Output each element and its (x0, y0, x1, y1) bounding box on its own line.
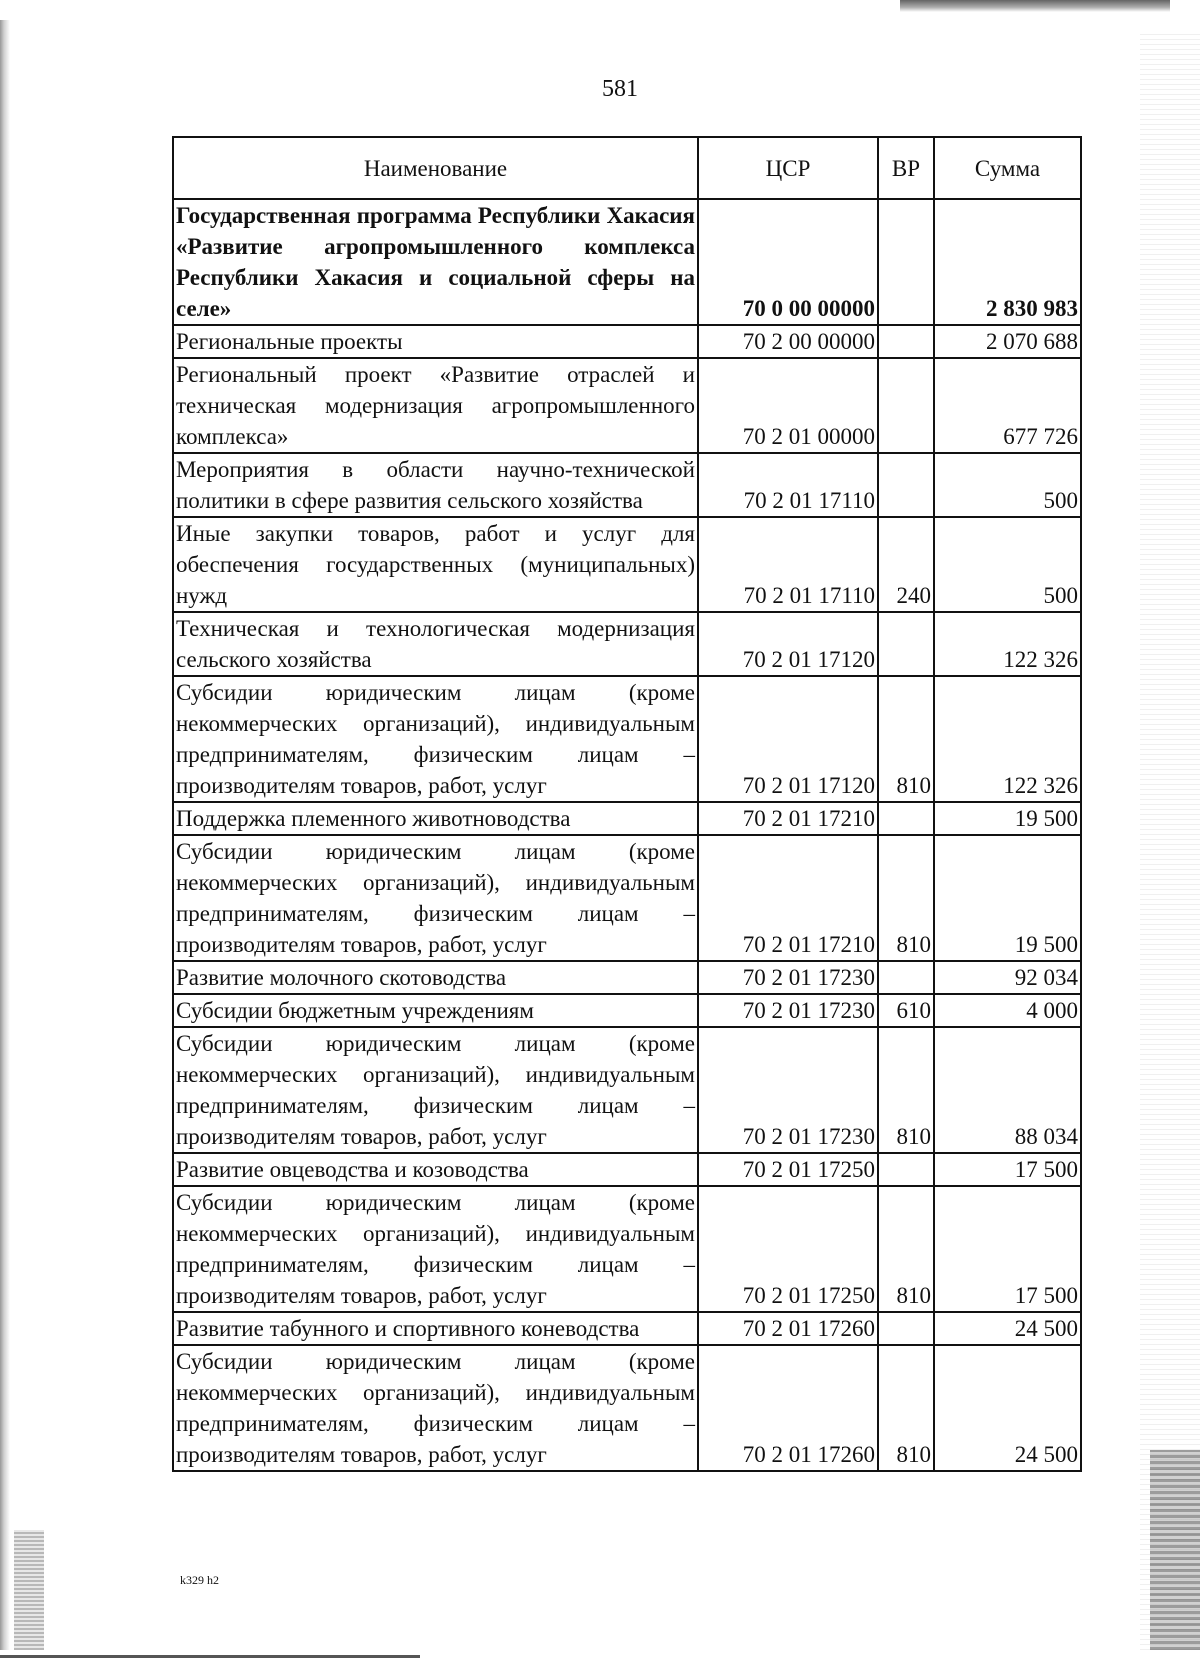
cell-name: Государственная программа Республики Хакасия «Развитие агропромышленного комплекса Республики Хакасия и социальной сферы на селе» (173, 199, 698, 325)
cell-sum: 24 500 (934, 1312, 1081, 1345)
cell-vr: 810 (878, 676, 934, 802)
cell-vr: 610 (878, 994, 934, 1027)
cell-sum: 677 726 (934, 358, 1081, 453)
cell-name: Региональный проект «Развитие отраслей и техническая модернизация агропромышленного комплекса» (173, 358, 698, 453)
cell-name: Техническая и технологическая модернизация сельского хозяйства (173, 612, 698, 676)
scan-edge-left (0, 20, 10, 1650)
table-row (173, 994, 1081, 1027)
cell-sum: 24 500 (934, 1345, 1081, 1471)
cell-sum: 17 500 (934, 1186, 1081, 1312)
cell-name: Субсидии юридическим лицам (кроме некоммерческих организаций), индивидуальным предпринимателям, физическим лицам – производителям товаров, работ, услуг (173, 676, 698, 802)
table-row (173, 199, 1081, 325)
table-body (173, 199, 1081, 1471)
table-row (173, 961, 1081, 994)
cell-csr: 70 2 01 17260 (698, 1312, 878, 1345)
cell-vr (878, 961, 934, 994)
cell-name: Развитие молочного скотоводства (173, 961, 698, 994)
cell-csr: 70 2 01 17210 (698, 835, 878, 961)
scan-edge-bottom (0, 1655, 420, 1658)
cell-sum: 500 (934, 453, 1081, 517)
header-vr: ВР (878, 137, 934, 199)
cell-csr: 70 2 01 17250 (698, 1153, 878, 1186)
scan-edge-top (900, 0, 1170, 12)
cell-csr: 70 2 01 17250 (698, 1186, 878, 1312)
cell-csr: 70 2 01 17120 (698, 612, 878, 676)
cell-sum: 19 500 (934, 835, 1081, 961)
cell-name: Иные закупки товаров, работ и услуг для обеспечения государственных (муниципальных) нужд (173, 517, 698, 612)
table-row (173, 1027, 1081, 1153)
cell-name: Мероприятия в области научно-технической политики в сфере развития сельского хозяйства (173, 453, 698, 517)
header-sum: Сумма (934, 137, 1081, 199)
cell-sum: 122 326 (934, 676, 1081, 802)
cell-sum: 88 034 (934, 1027, 1081, 1153)
cell-name: Развитие табунного и спортивного коневодства (173, 1312, 698, 1345)
cell-name: Поддержка племенного животноводства (173, 802, 698, 835)
cell-sum: 17 500 (934, 1153, 1081, 1186)
cell-sum: 2 070 688 (934, 325, 1081, 358)
table-row (173, 358, 1081, 453)
cell-sum: 92 034 (934, 961, 1081, 994)
cell-vr (878, 453, 934, 517)
cell-csr: 70 2 01 17120 (698, 676, 878, 802)
table-row (173, 1186, 1081, 1312)
header-csr: ЦСР (698, 137, 878, 199)
scan-noise-right-bottom (1150, 1450, 1200, 1650)
table-row (173, 676, 1081, 802)
scan-noise-left (14, 1530, 44, 1650)
page-number: 581 (602, 76, 638, 102)
cell-name: Субсидии юридическим лицам (кроме некоммерческих организаций), индивидуальным предпринимателям, физическим лицам – производителям товаров, работ, услуг (173, 1186, 698, 1312)
cell-csr: 70 2 01 00000 (698, 358, 878, 453)
cell-vr (878, 325, 934, 358)
header-name: Наименование (173, 137, 698, 199)
table-row (173, 1345, 1081, 1471)
cell-vr: 810 (878, 1027, 934, 1153)
cell-sum: 122 326 (934, 612, 1081, 676)
cell-csr: 70 2 00 00000 (698, 325, 878, 358)
table-row (173, 835, 1081, 961)
cell-vr: 240 (878, 517, 934, 612)
table-row (173, 1153, 1081, 1186)
cell-vr: 810 (878, 835, 934, 961)
table-row (173, 1312, 1081, 1345)
cell-csr: 70 2 01 17110 (698, 517, 878, 612)
cell-vr (878, 1312, 934, 1345)
scan-noise-right (1140, 30, 1200, 1650)
table-row (173, 612, 1081, 676)
cell-vr: 810 (878, 1345, 934, 1471)
table-header-row (173, 137, 1081, 199)
cell-name: Развитие овцеводства и козоводства (173, 1153, 698, 1186)
cell-vr (878, 1153, 934, 1186)
cell-sum: 500 (934, 517, 1081, 612)
table-row (173, 517, 1081, 612)
cell-sum: 4 000 (934, 994, 1081, 1027)
budget-table (172, 136, 1082, 1472)
cell-csr: 70 2 01 17210 (698, 802, 878, 835)
cell-name: Субсидии юридическим лицам (кроме некоммерческих организаций), индивидуальным предпринимателям, физическим лицам – производителям товаров, работ, услуг (173, 1345, 698, 1471)
cell-vr: 810 (878, 1186, 934, 1312)
cell-csr: 70 2 01 17260 (698, 1345, 878, 1471)
table-row (173, 453, 1081, 517)
cell-sum: 2 830 983 (934, 199, 1081, 325)
cell-vr (878, 802, 934, 835)
cell-csr: 70 2 01 17230 (698, 961, 878, 994)
cell-vr (878, 358, 934, 453)
cell-csr: 70 0 00 00000 (698, 199, 878, 325)
cell-name: Субсидии юридическим лицам (кроме некоммерческих организаций), индивидуальным предпринимателям, физическим лицам – производителям товаров, работ, услуг (173, 835, 698, 961)
cell-csr: 70 2 01 17230 (698, 994, 878, 1027)
cell-csr: 70 2 01 17230 (698, 1027, 878, 1153)
footer-code: k329 h2 (180, 1573, 219, 1587)
cell-name: Субсидии юридическим лицам (кроме некоммерческих организаций), индивидуальным предпринимателям, физическим лицам – производителям товаров, работ, услуг (173, 1027, 698, 1153)
cell-name: Субсидии бюджетным учреждениям (173, 994, 698, 1027)
cell-vr (878, 199, 934, 325)
table-row (173, 802, 1081, 835)
cell-name: Региональные проекты (173, 325, 698, 358)
cell-sum: 19 500 (934, 802, 1081, 835)
cell-csr: 70 2 01 17110 (698, 453, 878, 517)
table-row (173, 325, 1081, 358)
cell-vr (878, 612, 934, 676)
